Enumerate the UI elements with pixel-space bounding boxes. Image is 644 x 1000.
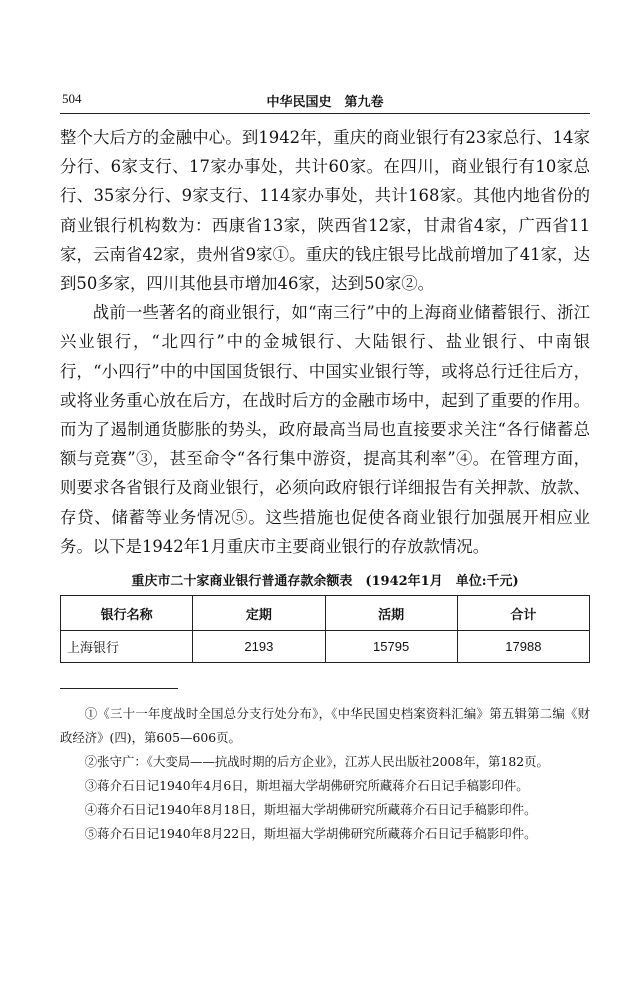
running-title: 中华民国史 第九卷 [266,95,384,110]
page-header [60,91,590,113]
column-header-current-deposit: 活期 [325,596,457,631]
table-header-row [61,596,590,631]
footnote: ④蒋介石日记1940年8月18日，斯坦福大学胡佛研究所藏蒋介石日记手稿影印件。 [84,802,537,817]
footnote: ③蒋介石日记1940年4月6日，斯坦福大学胡佛研究所藏蒋介石日记手稿影印件。 [84,778,529,793]
header-rule [60,113,590,114]
footnotes [60,702,590,846]
table-row [61,631,590,663]
column-header-fixed-deposit: 定期 [193,596,325,631]
deposit-table [60,595,590,663]
cell-total: 17988 [457,631,589,663]
paragraph-continuation: 整个大后方的金融中心。到1942年，重庆的商业银行有23家总行、14家分行、6家支行、17家办事处，共计60家。在四川，商业银行有10家总行、35家分行、9家支行、114家办事处，共计168家。其他内地省份的商业银行机构数为：西康省13家，陕西省12家，甘肃省4家，广西省11家，云南省42家，贵州省9家①。重庆的钱庄银号比战前增加了41家，达到50多家，四川其他县市增加46家，达到50家②。 [60,128,590,294]
page-number: 504 [62,91,82,106]
cell-bank-name: 上海银行 [61,631,193,663]
footnote-rule [60,688,178,689]
column-header-bank-name: 银行名称 [61,596,193,631]
table-caption: 重庆市二十家商业银行普通存款余额表 (1942年1月 单位:千元) [131,574,519,589]
paragraph-banks: 战前一些著名的商业银行，如“南三行”中的上海商业储蓄银行、浙江兴业银行，“北四行”中的金城银行、大陆银行、盐业银行、中南银行，“小四行”中的中国国货银行、中国实业银行等，或将总行迁往后方，或将业务重心放在后方，在战时后方的金融市场中，起到了重要的作用。而为了遏制通货膨胀的势头，政府最高当局也直接要求关注“各行储蓄总额与竞赛”③，甚至命令“各行集中游资，提高其利率”④。在管理方面，则要求各省银行及商业银行，必须向政府银行详细报告有关押款、放款、存贷、储蓄等业务情况⑤。这些措施也促使各商业银行加强展开相应业务。以下是1942年1月重庆市主要商业银行的存放款情况。 [60,303,590,556]
footnote: ⑤蒋介石日记1940年8月22日，斯坦福大学胡佛研究所藏蒋介石日记手稿影印件。 [84,826,537,841]
footnote: ②张守广：《大变局——抗战时期的后方企业》，江苏人民出版社2008年，第182页。 [84,754,549,769]
cell-fixed-deposit: 2193 [193,631,325,663]
cell-current-deposit: 15795 [325,631,457,663]
body-text [60,123,590,561]
column-header-total: 合计 [457,596,589,631]
footnote: ①《三十一年度战时全国总分支行处分布》，《中华民国史档案资料汇编》第五辑第二编《财政经济》(四)，第605—606页。 [60,706,590,745]
